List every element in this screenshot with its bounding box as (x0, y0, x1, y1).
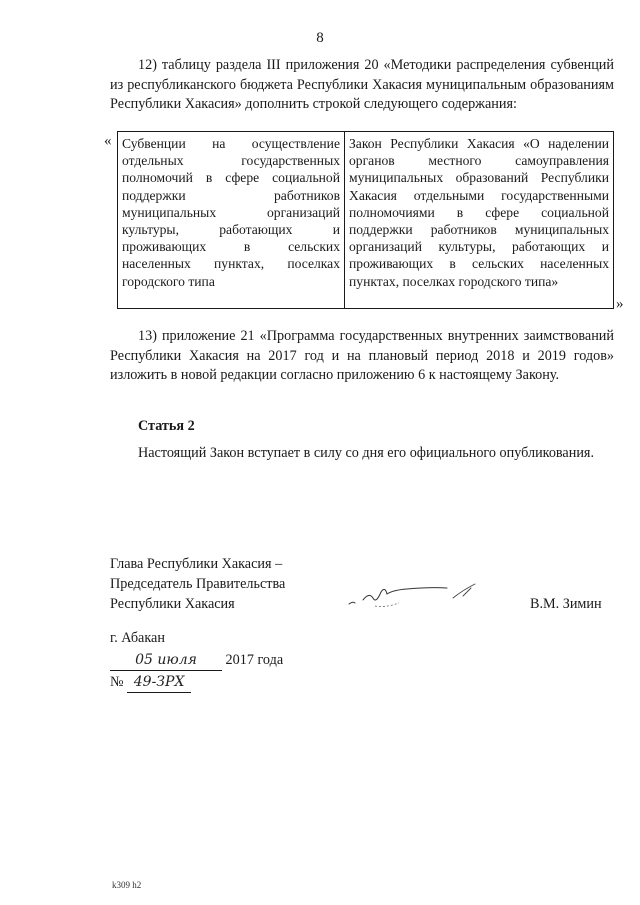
signatory-name: В.М. Зимин (530, 596, 602, 612)
item-13-paragraph (110, 327, 614, 386)
table-close-quote: » (616, 296, 624, 312)
item-12-text: 12) таблицу раздела III приложения 20 «Методики распределения субвенций из республиканского бюджета Республики Хакасия муниципальным образованиям Республики Хакасия» дополнить строкой следующего содержания: (110, 57, 614, 112)
signatory-line-2: Председатель Правительства (110, 576, 286, 592)
handwritten-date: 05 июля (135, 652, 197, 668)
number-prefix: № (110, 674, 124, 690)
signatory-block (110, 554, 350, 614)
handwritten-number: 49-ЗРХ (133, 674, 185, 690)
handwritten-signature (345, 578, 495, 614)
item-12-paragraph (110, 56, 614, 115)
place: г. Абакан (110, 630, 165, 646)
table-open-quote: « (104, 133, 112, 149)
date-line (110, 650, 370, 671)
table-row (118, 132, 614, 309)
footer-code: k309 h2 (112, 880, 142, 890)
page-number: 8 (316, 30, 324, 46)
number-line (110, 672, 310, 693)
signatory-line-1: Глава Республики Хакасия – (110, 556, 283, 572)
item-13-text: 13) приложение 21 «Программа государственных внутренних заимствований Республики Хакасия на 2017 год и на плановый период 2018 и 2019 годов» изложить в новой редакции согласно приложению 6 к настоящему Закону. (110, 328, 614, 383)
amendment-table (117, 131, 614, 309)
article-heading: Статья 2 (138, 418, 195, 434)
article-text: Настоящий Закон вступает в силу со дня его официального опубликования. (138, 445, 594, 461)
date-year: 2017 года (225, 652, 284, 668)
signatory-line-3: Республики Хакасия (110, 596, 235, 612)
table-cell-law: Закон Республики Хакасия «О наделении органов местного самоуправления муниципальных образований Республики Хакасия отдельными государственными полномочиями в сфере социальной поддержки работников муниципальных организаций культуры, работающих и проживающих в сельских населенных пунктах, поселках городского типа» (345, 132, 614, 309)
table-cell-subvention: Субвенции на осуществление отдельных государственных полномочий в сфере социальной поддержки работников муниципальных организаций культуры, работающих и проживающих в сельских населенных пунктах, поселках городского типа (118, 132, 345, 309)
